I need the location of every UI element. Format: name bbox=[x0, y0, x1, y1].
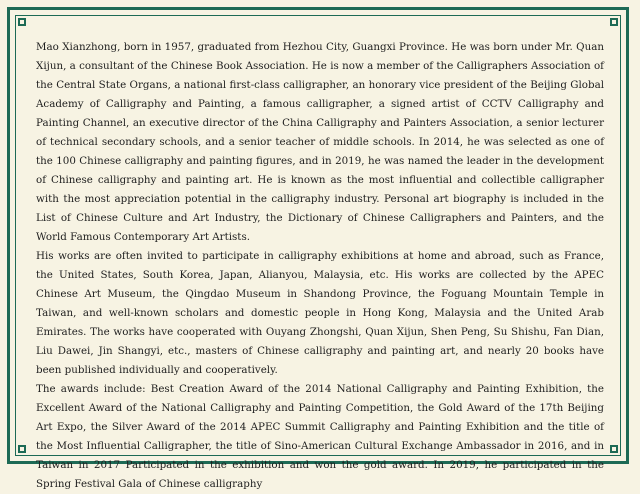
biography-paragraph-1: Mao Xianzhong, born in 1957, graduated from Hezhou City, Guangxi Province. He was born under Mr. Quan Xijun, a consultant of the Chinese Book Association. He is now a member of the Calligraphers Association of the Central State Organs, a national first-class calligrapher, an honorary vice president of the Beijing Global Academy of Calligraphy and Painting, a famous calligrapher, a signed artist of CCTV Calligraphy and Painting Channel, an executive director of the China Calligraphy and Painters Association, a senior lecturer of technical secondary schools, and a senior teacher of middle schools. In 2014, he was selected as one of the 100 Chinese calligraphy and painting figures, and in 2019, he was named the leader in the development of Chinese calligraphy and painting art. He is known as the most influential and collectible calligrapher with the most appreciation potential in the calligraphy industry. Personal art biography is included in the List of Chinese Culture and Art Industry, the Dictionary of Chinese Calligraphers and Painters, and the World Famous Contemporary Art Artists. bbox=[36, 41, 604, 243]
biography-paragraph-3: The awards include: Best Creation Award of the 2014 National Calligraphy and Painting Exhibition, the Excellent Award of the National Calligraphy and Painting Competition, the Gold Award of the 17th Beijing Art Expo, the Silver Award of the 2014 APEC Summit Calligraphy and Painting Exhibition and the title of the Most Influential Calligrapher, the title of Sino-American Cultural Exchange Ambassador in 2016, and in Taiwan in 2017 Participated in the exhibition and won the gold award. In 2019, he participated in the Spring Festival Gala of Chinese calligraphy bbox=[36, 383, 604, 490]
biography-paragraph-2: His works are often invited to participate in calligraphy exhibitions at home and abroad, such as France, the United States, South Korea, Japan, Alianyou, Malaysia, etc. His works are collected by the APEC Chinese Art Museum, the Qingdao Museum in Shandong Province, the Foguang Mountain Temple in Taiwan, and well-known scholars and domestic people in Hong Kong, Malaysia and the United Arab Emirates. The works have cooperated with Ouyang Zhongshi, Quan Xijun, Shen Peng, Su Shishu, Fan Dian, Liu Dawei, Jin Shangyi, etc., masters of Chinese calligraphy and painting art, and nearly 20 books have been published individually and cooperatively. bbox=[36, 250, 604, 376]
biography-text bbox=[36, 38, 604, 490]
